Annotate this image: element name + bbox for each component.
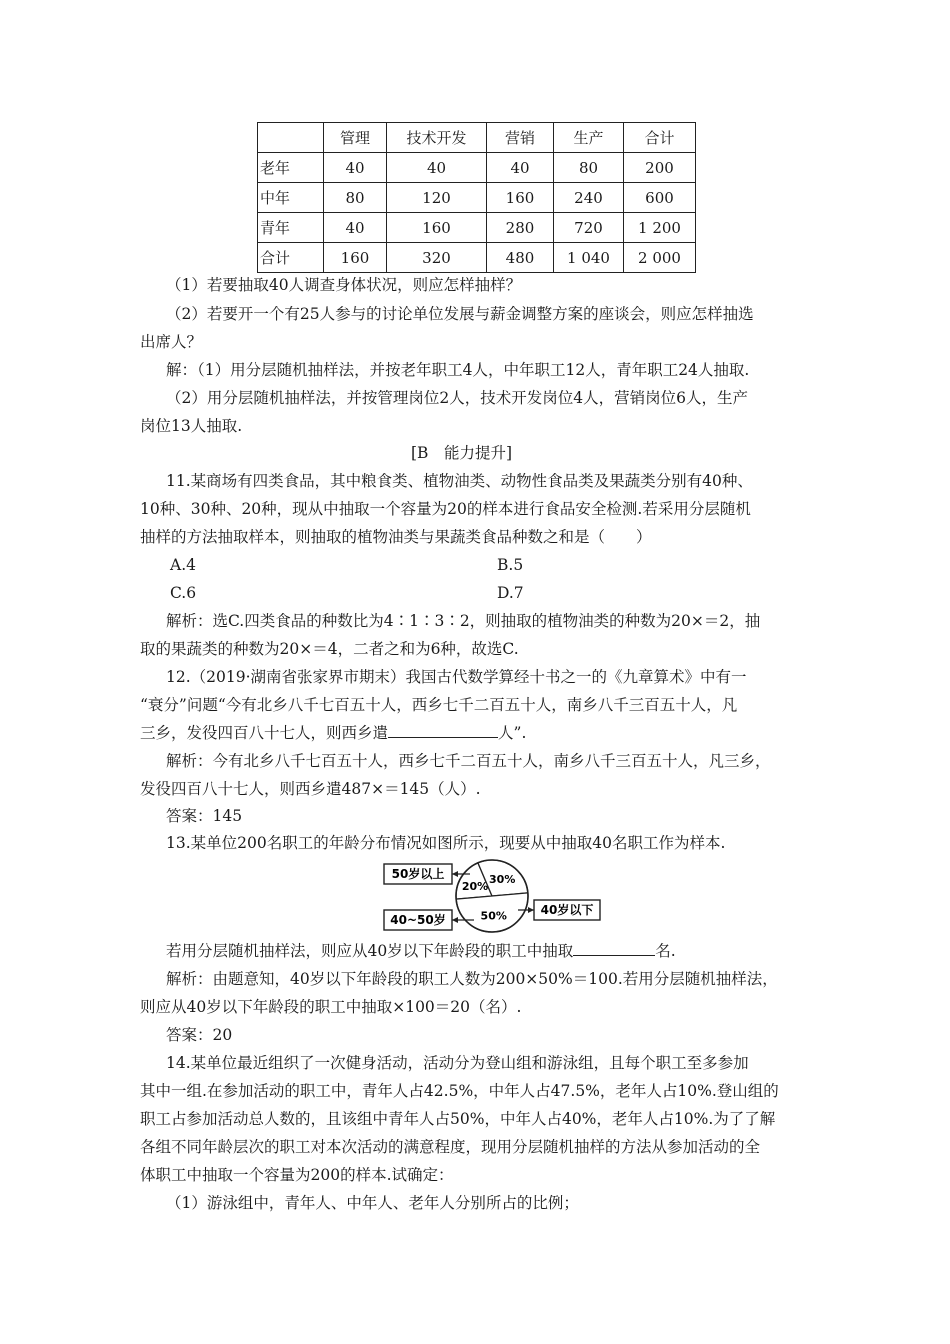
table-cell: 160 xyxy=(487,183,554,213)
table-cell: 40 xyxy=(324,153,387,183)
slice-label: 30% xyxy=(489,873,516,887)
problem-line: 13.某单位200名职工的年龄分布情况如图所示，现要从中抽取40名职工作为样本. xyxy=(166,834,726,852)
answer-blank xyxy=(573,941,655,956)
table-cell: 280 xyxy=(487,213,554,243)
question-line: 出席人？ xyxy=(140,333,203,351)
table-cell: 中年 xyxy=(258,183,324,213)
analysis-line: 发役四百八十七人，则西乡遣487×＝145（人）. xyxy=(140,780,481,798)
table-cell: 720 xyxy=(554,213,624,243)
problem-line: 10种、30种、20种，现从中抽取一个容量为20的样本进行食品安全检测.若采用分层随机 xyxy=(140,500,751,518)
solution-line: （2）用分层随机抽样法，并按管理岗位2人，技术开发岗位4人，营销岗位6人，生产 xyxy=(166,389,748,407)
problem-text: 若用分层随机抽样法，则应从40岁以下年龄段的职工中抽取 xyxy=(166,942,574,960)
table-cell: 40 xyxy=(387,153,487,183)
table-cell: 1 200 xyxy=(624,213,696,243)
answer-line: 答案：20 xyxy=(166,1026,233,1044)
staff-table xyxy=(257,122,696,273)
problem-line: 体职工中抽取一个容量为200的样本.试确定： xyxy=(140,1166,454,1184)
table-cell: 老年 xyxy=(258,153,324,183)
category-label: 40~50岁 xyxy=(390,913,446,927)
question-line: （1）游泳组中，青年人、中年人、老年人分别所占的比例； xyxy=(166,1194,579,1212)
table-cell: 200 xyxy=(624,153,696,183)
table-cell: 480 xyxy=(487,243,554,273)
analysis-line: 解析：选C.四类食品的种数比为4∶1∶3∶2，则抽取的植物油类的种数为20×＝2，抽 xyxy=(166,612,761,630)
option-d: D.7 xyxy=(497,584,524,602)
arrow-head xyxy=(528,907,534,913)
table-cell: 合计 xyxy=(258,243,324,273)
slice-label: 20% xyxy=(461,879,489,893)
table-row xyxy=(258,213,696,243)
table-cell: 120 xyxy=(387,183,487,213)
problem-line: 各组不同年龄层次的职工对本次活动的满意程度，现用分层随机抽样的方法从参加活动的全 xyxy=(140,1138,761,1156)
analysis-line: 取的果蔬类的种数为20×＝4，二者之和为6种，故选C. xyxy=(140,640,519,658)
table-row xyxy=(258,153,696,183)
section-heading: [B 能力提升] xyxy=(411,444,512,462)
table-cell: 2 000 xyxy=(624,243,696,273)
problem-text: 人”. xyxy=(498,724,527,742)
slice-label: 50% xyxy=(480,909,507,923)
problem-line: 抽样的方法抽取样本，则抽取的植物油类与果蔬类食品种数之和是（ ） xyxy=(140,528,652,546)
problem-line: 职工占参加活动总人数的，且该组中青年人占50%，中年人占40%，老年人占10%.为了了解 xyxy=(140,1110,776,1128)
table-cell: 青年 xyxy=(258,213,324,243)
problem-line xyxy=(140,723,526,743)
table-cell: 40 xyxy=(487,153,554,183)
table-row xyxy=(258,243,696,273)
table-header-row xyxy=(258,123,696,153)
table-cell: 管理 xyxy=(324,123,387,153)
answer-line: 答案：145 xyxy=(166,807,243,825)
analysis-line: 则应从40岁以下年龄段的职工中抽取×100＝20（名）. xyxy=(140,998,522,1016)
category-label: 50岁以上 xyxy=(391,867,445,881)
table-cell: 600 xyxy=(624,183,696,213)
answer-blank xyxy=(388,723,498,738)
table-cell: 80 xyxy=(554,153,624,183)
problem-line: 12.（2019·湖南省张家界市期末）我国古代数学算经十书之一的《九章算术》中有一 xyxy=(166,668,747,686)
category-label: 40岁以下 xyxy=(540,903,594,917)
table-cell: 80 xyxy=(324,183,387,213)
table-cell: 40 xyxy=(324,213,387,243)
option-b: B.5 xyxy=(497,556,524,574)
solution-line: 岗位13人抽取. xyxy=(140,417,243,435)
question-line: （2）若要开一个有25人参与的讨论单位发展与薪金调整方案的座谈会，则应怎样抽选 xyxy=(166,305,754,323)
problem-line: 11.某商场有四类食品，其中粮食类、植物油类、动物性食品类及果蔬类分别有40种、 xyxy=(166,472,753,490)
table-cell: 生产 xyxy=(554,123,624,153)
table-cell: 160 xyxy=(387,213,487,243)
analysis-line: 解析：今有北乡八千七百五十人，西乡七千二百五十人，南乡八千三百五十人，凡三乡， xyxy=(166,752,771,770)
arrow-head xyxy=(452,917,458,923)
table-cell: 技术开发 xyxy=(387,123,487,153)
table-cell: 160 xyxy=(324,243,387,273)
option-a: A.4 xyxy=(170,556,196,574)
option-c: C.6 xyxy=(170,584,197,602)
arrow-head xyxy=(452,871,458,877)
table-cell: 1 040 xyxy=(554,243,624,273)
table-cell: 合计 xyxy=(624,123,696,153)
table-cell: 营销 xyxy=(487,123,554,153)
question-line xyxy=(166,941,676,961)
solution-line: 解：（1）用分层随机抽样法，并按老年职工4人，中年职工12人，青年职工24人抽取. xyxy=(166,361,750,379)
table-cell xyxy=(258,123,324,153)
problem-text: 三乡，发役四百八十七人，则西乡遣 xyxy=(140,724,389,742)
table-row xyxy=(258,183,696,213)
question-line: （1）若要抽取40人调查身体状况，则应怎样抽样？ xyxy=(166,276,522,294)
age-pie-chart xyxy=(378,858,608,934)
analysis-line: 解析：由题意知，40岁以下年龄段的职工人数为200×50%＝100.若用分层随机抽样法， xyxy=(166,970,778,988)
table-cell: 240 xyxy=(554,183,624,213)
problem-line: “衰分”问题“今有北乡八千七百五十人，西乡七千二百五十人，南乡八千三百五十人，凡 xyxy=(140,696,738,714)
problem-line: 其中一组.在参加活动的职工中，青年人占42.5%，中年人占47.5%，老年人占10%.登山组的 xyxy=(140,1082,779,1100)
table-cell: 320 xyxy=(387,243,487,273)
problem-line: 14.某单位最近组织了一次健身活动，活动分为登山组和游泳组，且每个职工至多参加 xyxy=(166,1054,749,1072)
problem-text: 名. xyxy=(655,942,676,960)
